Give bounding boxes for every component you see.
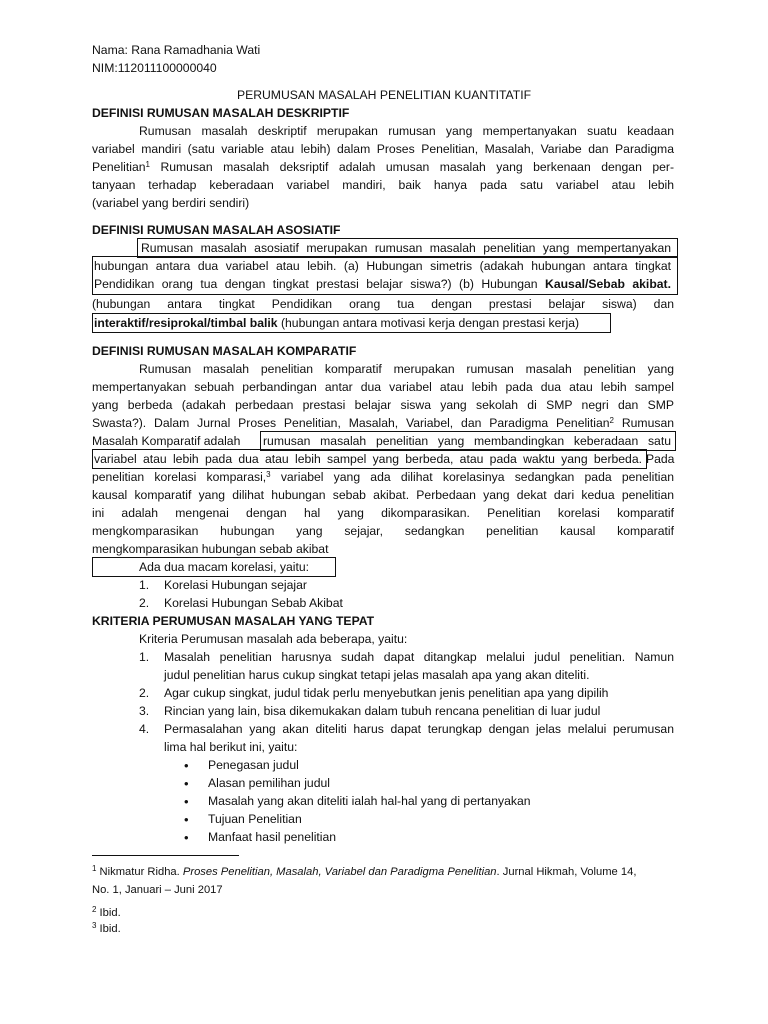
footnote-divider <box>92 855 239 856</box>
paragraph-line: penelitian korelasi komparasi,$^3$ variabel yang ada dilihat korelasinya sedangkan pada penelitian <box>92 470 674 484</box>
paragraph-line: tanyaan terhadap keberadaan variabel mandiri, baik hanya pada satu variabel atau lebih <box>92 178 674 192</box>
kriteria-intro: Kriteria Perumusan masalah ada beberapa, yaitu: <box>139 632 408 646</box>
footnote-ref-3: 3 <box>266 470 271 479</box>
korelasi-intro: Ada dua macam korelasi, yaitu: <box>139 560 310 574</box>
paragraph-line: interaktif/resiprokal/timbal balik (hubungan antara motivasi kerja dengan prestasi kerja) <box>94 316 580 330</box>
list-item: judul penelitian harus cukup singkat tetapi jelas masalah apa yang akan diteliti. <box>164 668 590 682</box>
paragraph-line: mengkomparasikan hubungan sebab akibat <box>92 542 329 556</box>
footnote-2: $^2$ Ibid. <box>92 905 121 919</box>
list-item: Rincian yang lain, bisa dikemukakan dalam tubuh rencana penelitian di luar judul <box>164 704 601 718</box>
footnote-1-line2: No. 1, Januari – Juni 2017 <box>92 884 223 896</box>
list-item: Masalah penelitian harusnya sudah dapat ditangkap melalui judul penelitian. Namun <box>164 650 674 664</box>
student-name: Nama: Rana Ramadhania Wati <box>92 43 261 57</box>
bullet-item: • Masalah yang akan diteliti ialah hal-hal yang di pertanyakan <box>208 793 531 810</box>
section-heading-deskriptif: DEFINISI RUMUSAN MASALAH DESKRIPTIF <box>92 106 350 120</box>
section-heading-komparatif: DEFINISI RUMUSAN MASALAH KOMPARATIF <box>92 344 357 358</box>
list-item: Permasalahan yang akan diteliti harus dapat terungkap dengan jelas melalui perumusan <box>164 722 674 736</box>
paragraph-line: ini adalah mengenai dengan hal yang dikomparasikan. Penelitian korelasi komparatif <box>92 506 674 520</box>
paragraph-line: Pada <box>646 452 675 466</box>
bullet-item: • Tujuan Penelitian <box>208 811 302 828</box>
paragraph-line: hubungan antara dua variabel atau lebih. (a) Hubungan simetris (adakah hubungan antara tingkat <box>94 259 671 273</box>
paragraph-line: mengkomparasikan hubungan yang sejajar, sedangkan penelitian kausal komparatif <box>92 524 674 538</box>
section-heading-asosiatif: DEFINISI RUMUSAN MASALAH ASOSIATIF <box>92 223 341 237</box>
paragraph-line: Rumusan masalah deskriptif merupakan rumusan yang mempertanyakan suatu keadaan <box>139 124 674 138</box>
paragraph-line: rumusan masalah penelitian yang membandingkan keberadaan satu <box>263 434 671 448</box>
paragraph-line: Rumusan masalah penelitian komparatif merupakan rumusan masalah penelitian yang <box>139 362 674 376</box>
list-item-number: 1. <box>139 578 150 592</box>
student-nim: NIM:112011100000040 <box>92 61 217 75</box>
list-item-number: 4. <box>139 722 150 736</box>
list-item-number: 2. <box>139 686 150 700</box>
paragraph-line: yang berbeda (adakah perbedaan prestasi belajar siswa yang sekolah di SMP negri dan SMP <box>92 398 674 412</box>
paragraph-line: kausal komparatif yang dilihat hubungan sebab akibat. Perbedaan yang dekat dari kedua penelitian <box>92 488 674 502</box>
bullet-item: • Penegasan judul <box>208 757 299 774</box>
list-item: lima hal berikut ini, yaitu: <box>164 740 298 754</box>
footnote-ref-1: 1 <box>145 160 150 169</box>
paragraph-line: Pendidikan orang tua dengan tingkat prestasi belajar siswa?) (b) Hubungan Kausal/Sebab akibat. <box>94 277 671 291</box>
footnote-ref-2: 2 <box>609 416 614 425</box>
paragraph-line: mempertanyakan sebuah perbandingan antar dua variabel atau lebih pada dua atau lebih sampel <box>92 380 674 394</box>
section-heading-kriteria: KRITERIA PERUMUSAN MASALAH YANG TEPAT <box>92 614 375 628</box>
list-item-number: 2. <box>139 596 150 610</box>
list-item-number: 1. <box>139 650 150 664</box>
list-item: Korelasi Hubungan sejajar <box>164 578 307 592</box>
paragraph-line: variabel mandiri (satu variable atau lebih) dalam Proses Penelitian, Masalah, Variabe dan Paradigma <box>92 142 674 156</box>
bullet-item: • Alasan pemilihan judul <box>208 775 330 792</box>
footnote-1: $^1$ Nikmatur Ridha. Proses Penelitian, Masalah, Variabel dan Paradigma Penelitian. Jurnal Hikmah, Volume 14, <box>92 864 637 878</box>
document-title: PERUMUSAN MASALAH PENELITIAN KUANTITATIF <box>236 88 532 102</box>
footnote-3: $^3$ Ibid. <box>92 921 121 935</box>
bullet-item: • Manfaat hasil penelitian <box>208 829 336 846</box>
paragraph-line: (variabel yang berdiri sendiri) <box>92 196 250 210</box>
list-item: Korelasi Hubungan Sebab Akibat <box>164 596 343 610</box>
paragraph-line: Masalah Komparatif adalah <box>92 434 241 448</box>
paragraph-line: Penelitian$^1$ Rumusan masalah deksriptif adalah umusan masalah yang berkenaan dengan per- <box>92 160 674 174</box>
paragraph-line: Swasta?). Dalam Jurnal Proses Penelitian, Masalah, Variabel, dan Paradigma Penelitian$^2$ Rumusan <box>92 416 675 430</box>
list-item-number: 3. <box>139 704 150 718</box>
paragraph-line: (hubungan antara tingkat Pendidikan orang tua dengan prestasi belajar siswa) dan <box>92 297 674 311</box>
paragraph-line: variabel atau lebih pada dua atau lebih sampel yang berbeda, atau pada waktu yang berbeda. <box>94 452 642 466</box>
list-item: Agar cukup singkat, judul tidak perlu menyebutkan jenis penelitian apa yang dipilih <box>164 686 609 700</box>
paragraph-line: Rumusan masalah asosiatif merupakan rumusan masalah penelitian yang mempertanyakan <box>141 241 671 255</box>
